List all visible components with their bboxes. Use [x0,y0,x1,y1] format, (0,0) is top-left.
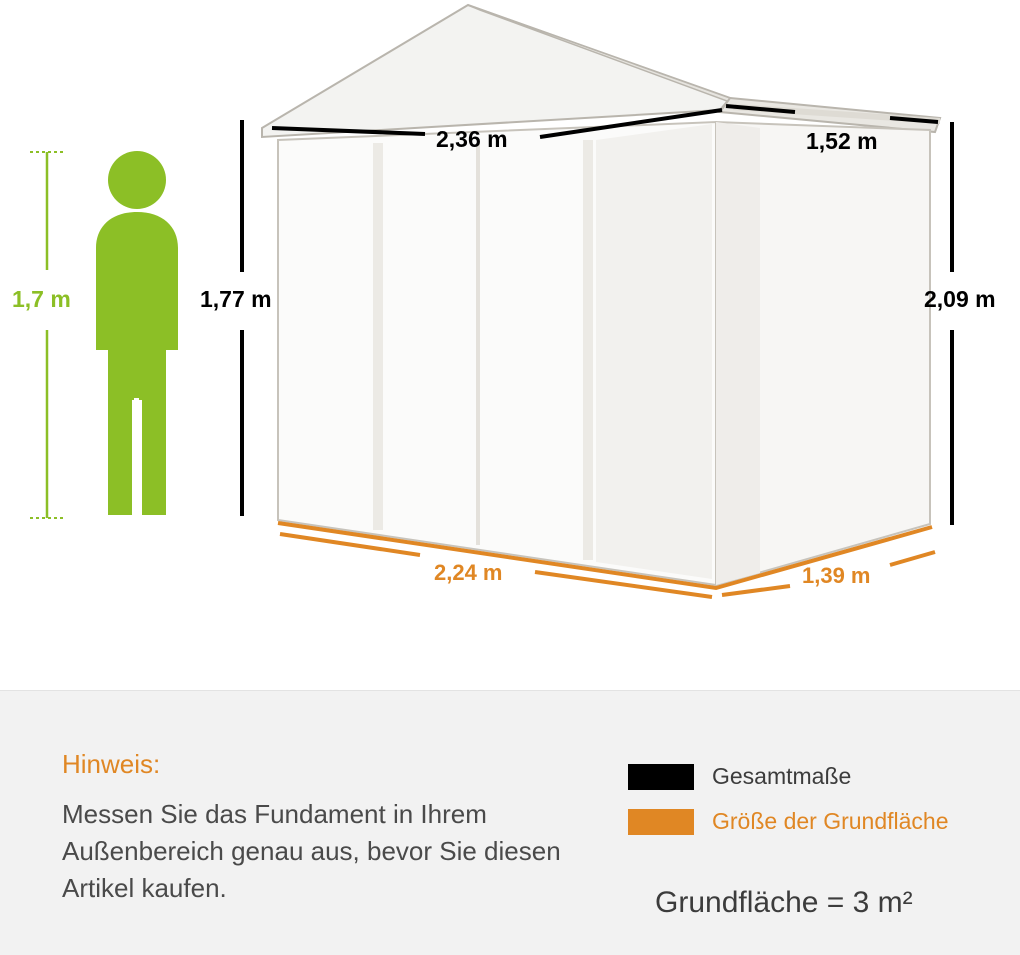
roof-left-panel [262,5,730,137]
base-depth-label: 1,39 m [802,563,871,588]
legend-label-total: Gesamtmaße [712,763,852,789]
footprint-area-text: Grundfläche = 3 m² [655,886,913,919]
legend-swatch-black [628,764,694,790]
human-height-label: 1,7 m [12,286,71,312]
note-block [62,749,602,907]
total-height-label: 2,09 m [924,286,996,312]
legend [628,763,998,853]
note-body: Messen Sie das Fundament in Ihrem Außenbereich genau aus, bevor Sie diesen Artikel kaufen. [62,799,561,903]
side-depth-label: 1,52 m [806,128,878,154]
human-height-dimension [30,152,64,518]
legend-item-total [628,763,998,790]
legend-label-footprint: Größe der Grundfläche [712,808,949,834]
note-panel [0,690,1020,955]
door-panel [596,124,712,579]
legend-item-footprint [628,808,998,835]
wall-height-label: 1,77 m [200,286,272,312]
base-width-label: 2,24 m [434,560,503,585]
front-width-label: 2,36 m [436,126,508,152]
human-figure-icon [96,151,178,516]
legend-swatch-orange [628,809,694,835]
note-title: Hinweis: [62,749,161,779]
